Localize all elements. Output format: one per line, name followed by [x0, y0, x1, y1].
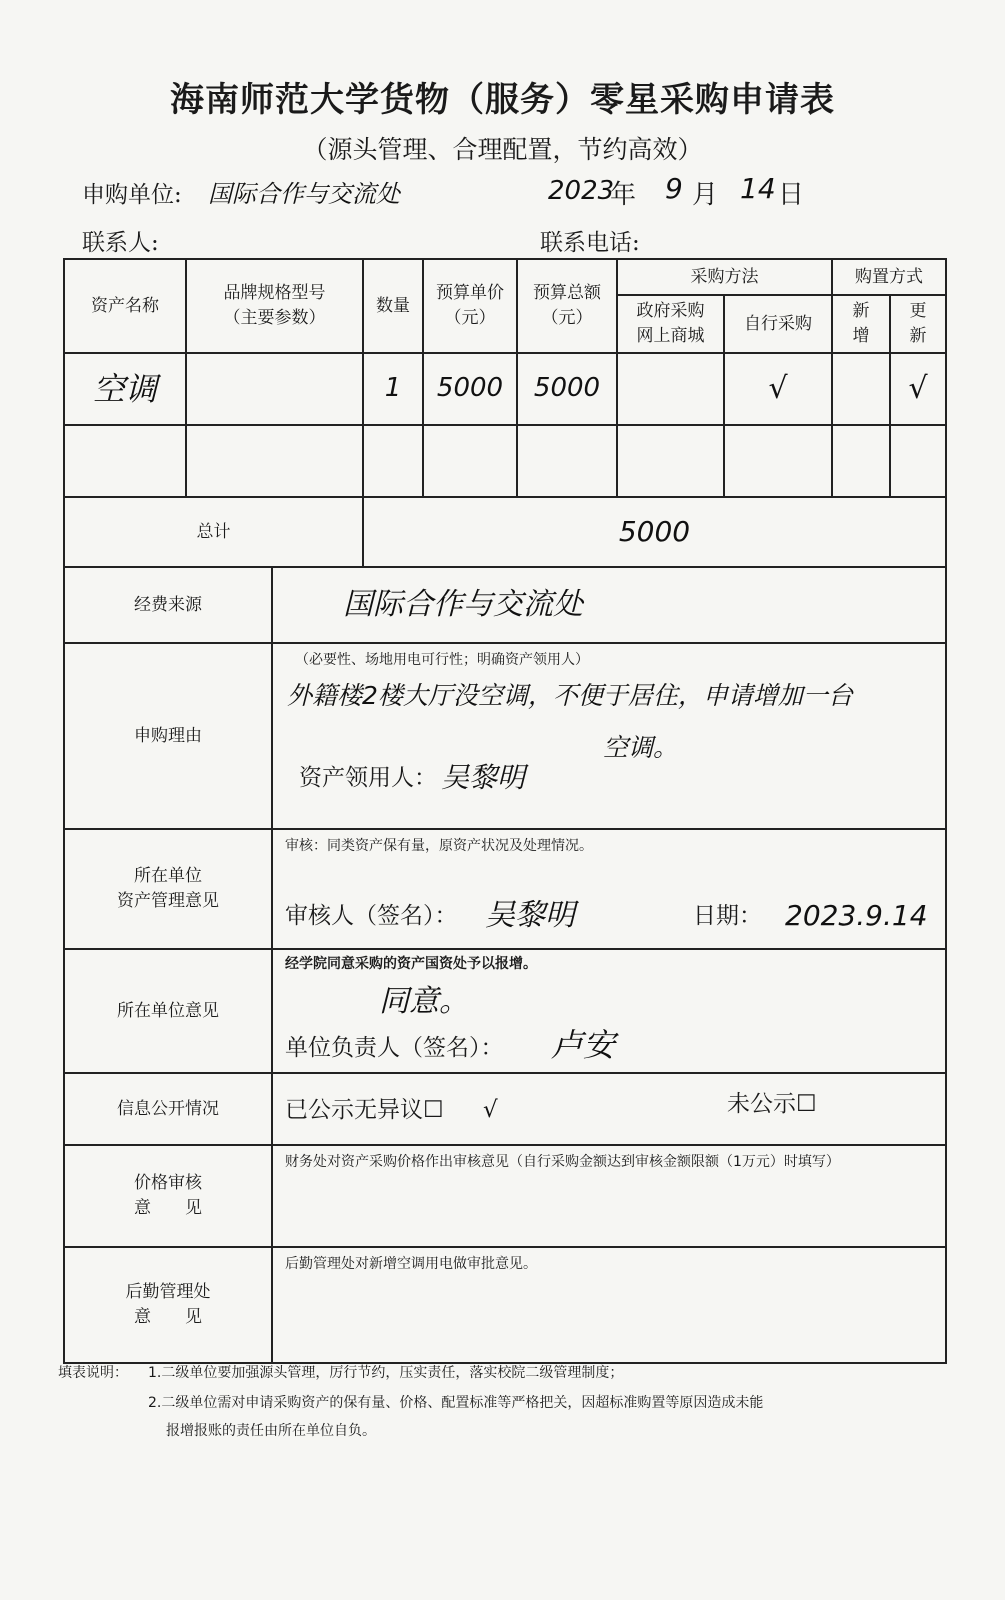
head-unit-price-unit: （元） — [444, 308, 496, 328]
item-update-check — [890, 425, 946, 497]
reason-hint: （必要性、场地用电可行性；明确资产领用人） — [295, 652, 589, 668]
footer-lead: 填表说明： — [58, 1365, 128, 1381]
disclosure-published-mark: √ — [483, 1097, 498, 1123]
reason-label: 申购理由 — [64, 643, 272, 829]
asset-mgmt-cell — [272, 829, 946, 949]
unit-value: 国际合作与交流处 — [208, 180, 400, 208]
funding-value-cell — [272, 567, 946, 643]
head-total-price-label: 预算总额 — [533, 283, 601, 304]
footer-line-3: 报增报账的责任由所在单位自负。 — [166, 1423, 376, 1439]
funding-label: 经费来源 — [64, 567, 272, 643]
item-new — [832, 425, 890, 497]
head-purchase-method: 采购方法 — [617, 259, 832, 295]
asset-mgmt-date-label: 日期： — [693, 903, 762, 929]
item-unit-price: 5000 — [423, 353, 517, 425]
item-self-check — [724, 425, 832, 497]
date-day-label: 日 — [778, 180, 805, 210]
reviewer-value: 吴黎明 — [485, 898, 575, 933]
total-label: 总计 — [64, 497, 363, 567]
recipient-value: 吴黎明 — [441, 761, 526, 794]
phone-label: 联系电话: — [540, 230, 640, 256]
head-total-price — [517, 259, 617, 353]
price-review-hint: 财务处对资产采购价格作出审核意见（自行采购金额达到审核金额限额（1万元）时填写） — [285, 1154, 840, 1170]
head-update — [890, 295, 946, 353]
item-name — [64, 425, 186, 497]
head-update-1: 更 — [909, 301, 927, 322]
table-row — [64, 353, 946, 425]
unit-opinion-hint: 经学院同意采购的资产国资处予以报增。 — [285, 956, 537, 972]
logistics-label — [64, 1247, 272, 1363]
asset-mgmt-date-value: 2023.9.14 — [785, 899, 928, 932]
unit-opinion-label: 所在单位意见 — [64, 949, 272, 1073]
disclosure-unpublished: 未公示☐ — [727, 1091, 817, 1117]
logistics-hint: 后勤管理处对新增空调用电做审批意见。 — [285, 1256, 537, 1272]
head-unit-price-label: 预算单价 — [436, 283, 504, 304]
item-qty: 1 — [363, 353, 423, 425]
reason-text-1: 外籍楼2楼大厅没空调，不便于居住，申请增加一台 — [287, 681, 853, 710]
head-brand-spec — [186, 259, 363, 353]
head-self-purchase: 自行采购 — [724, 295, 832, 353]
head-asset-name: 资产名称 — [64, 259, 186, 353]
item-gov — [617, 353, 724, 425]
asset-mgmt-label — [64, 829, 272, 949]
unit-opinion-value: 同意。 — [379, 984, 469, 1019]
head-gov-purchase — [617, 295, 724, 353]
logistics-cell — [272, 1247, 946, 1363]
disclosure-cell — [272, 1073, 946, 1145]
contact-label: 联系人: — [82, 230, 159, 256]
head-new-2: 增 — [852, 326, 870, 346]
date-month: 9 — [665, 172, 683, 205]
recipient-label: 资产领用人： — [299, 765, 437, 791]
table-row — [64, 425, 946, 497]
item-unit-price — [423, 425, 517, 497]
footer-line-2: 2.二级单位需对申请采购资产的保有量、价格、配置标准等严格把关，因超标准购置等原因造成未能 — [148, 1395, 764, 1411]
head-new — [832, 295, 890, 353]
head-gov-purchase-2: 网上商城 — [636, 326, 705, 346]
item-total: 5000 — [517, 353, 617, 425]
item-gov — [617, 425, 724, 497]
head-brand-spec-label: 品牌规格型号 — [223, 283, 326, 304]
asset-mgmt-label-1: 所在单位 — [134, 866, 202, 887]
unit-label: 申购单位: — [82, 182, 182, 208]
price-review-label-1: 价格审核 — [134, 1173, 202, 1194]
item-self-check: √ — [724, 353, 832, 425]
reason-cell — [272, 643, 946, 829]
item-spec — [186, 353, 363, 425]
head-purchase-type: 购置方式 — [832, 259, 946, 295]
asset-mgmt-hint: 审核：同类资产保有量，原资产状况及处理情况。 — [285, 838, 593, 854]
form-subtitle: （源头管理、合理配置，节约高效） — [302, 135, 703, 164]
date-year-label: 年 — [610, 180, 637, 210]
reviewer-label: 审核人（签名）： — [285, 903, 458, 929]
date-day: 14 — [740, 172, 776, 205]
disclosure-published: 已公示无异议☐ — [285, 1097, 444, 1123]
unit-opinion-cell — [272, 949, 946, 1073]
reason-text-2: 空调。 — [603, 733, 679, 762]
logistics-label-2: 意 见 — [134, 1307, 202, 1327]
head-new-1: 新 — [852, 301, 870, 322]
application-table — [63, 258, 947, 568]
unit-head-value: 卢安 — [551, 1026, 616, 1064]
item-new — [832, 353, 890, 425]
total-value: 5000 — [363, 497, 946, 567]
asset-mgmt-label-2: 资产管理意见 — [117, 891, 219, 911]
funding-value: 国际合作与交流处 — [343, 587, 583, 623]
item-update-check: √ — [890, 353, 946, 425]
approval-table — [63, 566, 947, 1364]
logistics-label-1: 后勤管理处 — [125, 1282, 211, 1303]
price-review-cell — [272, 1145, 946, 1247]
item-name: 空调 — [64, 353, 186, 425]
head-update-2: 新 — [909, 326, 927, 346]
price-review-label — [64, 1145, 272, 1247]
item-total — [517, 425, 617, 497]
head-gov-purchase-1: 政府采购 — [636, 301, 705, 322]
head-unit-price — [423, 259, 517, 353]
disclosure-label: 信息公开情况 — [64, 1073, 272, 1145]
date-year: 2023 — [548, 176, 615, 206]
unit-head-label: 单位负责人（签名）： — [285, 1035, 504, 1061]
head-quantity: 数量 — [363, 259, 423, 353]
footer-line-1: 1.二级单位要加强源头管理，厉行节约，压实责任，落实校院二级管理制度； — [148, 1365, 624, 1381]
form-title: 海南师范大学货物（服务）零星采购申请表 — [170, 80, 835, 120]
price-review-label-2: 意 见 — [134, 1198, 202, 1218]
item-qty — [363, 425, 423, 497]
head-brand-spec-sub: （主要参数） — [223, 308, 326, 328]
item-spec — [186, 425, 363, 497]
date-month-label: 月 — [692, 180, 719, 210]
head-total-price-unit: （元） — [541, 308, 593, 328]
